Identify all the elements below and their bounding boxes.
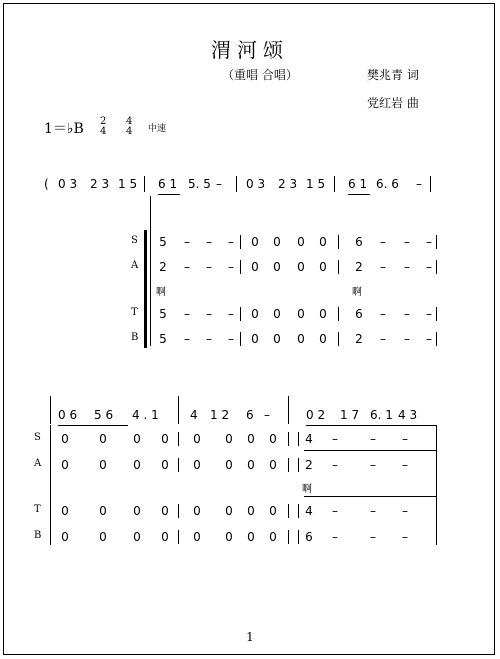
meter-4-4	[126, 117, 132, 137]
note-T: –	[184, 307, 190, 321]
note-T: 0	[193, 504, 201, 518]
lyricist-credit: 樊兆青 词	[367, 68, 419, 82]
note-S: –	[426, 235, 432, 249]
top-note: 1 7	[340, 408, 360, 422]
note-A: 0	[61, 458, 69, 472]
note-T: 0	[273, 307, 281, 321]
note-A: –	[206, 260, 212, 274]
note-S: 0	[297, 235, 305, 249]
note-B: 0	[61, 530, 69, 544]
barline	[288, 458, 289, 472]
note-A: 0	[297, 260, 305, 274]
note-A: 0	[133, 458, 141, 472]
barline	[240, 260, 241, 274]
note-S: 0	[133, 432, 141, 446]
system1-bracket	[144, 230, 147, 348]
note-S: 6	[355, 235, 363, 249]
note-T: –	[426, 307, 432, 321]
note-B: 0	[319, 332, 327, 346]
note-T: 0	[61, 504, 69, 518]
note-S: 0	[247, 432, 255, 446]
barline	[436, 332, 437, 346]
barline	[298, 432, 299, 446]
barline	[436, 307, 437, 321]
subtitle: （重唱 合唱）	[222, 68, 298, 82]
top-note: 5 6	[94, 408, 114, 422]
composer-credit: 党红岩 曲	[367, 96, 419, 110]
note-S: –	[228, 235, 234, 249]
note-T: –	[228, 307, 234, 321]
voice-label-B: B	[34, 530, 42, 541]
meter1-den: 4	[100, 126, 107, 137]
note-B: 0	[225, 530, 233, 544]
top-note: 1 2	[210, 408, 230, 422]
note-A: 0	[273, 260, 281, 274]
underline	[348, 194, 370, 195]
intro-note: 1 5	[306, 177, 326, 191]
note-A: –	[402, 458, 408, 472]
intro-note: –	[416, 177, 422, 191]
lyric: 啊	[352, 287, 362, 298]
note-A: 2	[355, 260, 363, 274]
barline	[240, 235, 241, 249]
page-number: 1	[246, 630, 254, 644]
intro-note: 6 1	[348, 177, 368, 191]
voice-label-A: A	[131, 260, 139, 271]
barline	[178, 432, 179, 446]
note-T: 0	[319, 307, 327, 321]
note-B: –	[228, 332, 234, 346]
note-B: 0	[297, 332, 305, 346]
note-B: 0	[247, 530, 255, 544]
note-B: 0	[133, 530, 141, 544]
note-S: 0	[61, 432, 69, 446]
note-T: 0	[161, 504, 169, 518]
underline	[158, 194, 180, 195]
barline	[334, 176, 335, 192]
barline	[240, 332, 241, 346]
intro-note: 0 3	[58, 177, 78, 191]
note-B: 0	[251, 332, 259, 346]
meter2-num: 4	[126, 116, 133, 127]
note-T: 0	[269, 504, 277, 518]
note-B: 0	[161, 530, 169, 544]
note-S: 0	[161, 432, 169, 446]
note-B: 0	[193, 530, 201, 544]
barline	[178, 458, 179, 472]
note-A: –	[426, 260, 432, 274]
tie-line	[304, 496, 436, 497]
note-T: –	[404, 307, 410, 321]
barline	[338, 307, 339, 321]
note-A: 0	[247, 458, 255, 472]
note-S: –	[370, 432, 376, 446]
note-A: 0	[99, 458, 107, 472]
meter2-den: 4	[126, 126, 133, 137]
barline	[430, 176, 431, 192]
note-A: –	[228, 260, 234, 274]
note-T: 4	[305, 504, 313, 518]
voice-label-S: S	[131, 235, 138, 246]
system2-line	[50, 425, 51, 545]
note-B: –	[404, 332, 410, 346]
voice-label-T: T	[131, 307, 138, 318]
note-A: –	[332, 458, 338, 472]
top-note: 4	[190, 408, 198, 422]
barline	[298, 458, 299, 472]
tempo-marking: 中速	[148, 124, 167, 134]
barline	[178, 504, 179, 518]
note-A: –	[380, 260, 386, 274]
intro-note: (	[44, 177, 49, 191]
intro-note: 0 3	[246, 177, 266, 191]
note-B: –	[370, 530, 376, 544]
note-S: 0	[273, 235, 281, 249]
intro-note: 2 3	[90, 177, 110, 191]
voice-label-B: B	[131, 332, 139, 343]
note-B: –	[380, 332, 386, 346]
note-B: –	[402, 530, 408, 544]
note-B: –	[426, 332, 432, 346]
barline	[288, 504, 289, 518]
note-S: –	[332, 432, 338, 446]
note-S: 4	[305, 432, 313, 446]
barline	[288, 396, 289, 424]
lyric: 啊	[156, 287, 166, 298]
barline	[144, 176, 145, 192]
note-T: –	[332, 504, 338, 518]
note-B: 2	[355, 332, 363, 346]
barline	[436, 260, 437, 274]
key-signature: 1＝♭B	[44, 121, 84, 137]
note-T: –	[402, 504, 408, 518]
barline	[236, 176, 237, 192]
note-A: 0	[319, 260, 327, 274]
note-B: 0	[269, 530, 277, 544]
top-note: 4 3	[398, 408, 418, 422]
page-frame	[3, 3, 495, 655]
note-A: 0	[193, 458, 201, 472]
barline	[288, 432, 289, 446]
note-T: –	[206, 307, 212, 321]
barline	[288, 530, 289, 544]
system1-line	[150, 196, 151, 346]
note-S: 0	[251, 235, 259, 249]
barline	[178, 530, 179, 544]
note-B: 6	[305, 530, 313, 544]
intro-note: –	[216, 177, 222, 191]
barline	[338, 332, 339, 346]
note-A: –	[404, 260, 410, 274]
intro-note: 6 1	[158, 177, 178, 191]
top-note: 6	[246, 408, 254, 422]
note-S: 0	[319, 235, 327, 249]
note-T: 0	[247, 504, 255, 518]
underline	[306, 425, 436, 426]
lyric: 啊	[302, 484, 312, 495]
note-B: –	[184, 332, 190, 346]
intro-note: 6. 6	[376, 177, 399, 191]
voice-label-T: T	[34, 504, 41, 515]
note-A: 0	[269, 458, 277, 472]
barline	[298, 530, 299, 544]
note-A: 0	[251, 260, 259, 274]
top-note: –	[264, 408, 270, 422]
note-B: –	[332, 530, 338, 544]
voice-label-S: S	[34, 432, 41, 443]
note-T: 0	[133, 504, 141, 518]
intro-note: 2 3	[278, 177, 298, 191]
top-note: 6. 1	[370, 408, 393, 422]
note-B: 5	[159, 332, 167, 346]
note-T: 0	[225, 504, 233, 518]
note-A: 0	[225, 458, 233, 472]
barline	[240, 307, 241, 321]
note-A: –	[184, 260, 190, 274]
voice-label-A: A	[34, 458, 42, 469]
note-T: –	[370, 504, 376, 518]
barline	[178, 396, 179, 424]
underline	[58, 425, 128, 426]
barline	[436, 235, 437, 249]
note-T: 5	[159, 307, 167, 321]
note-B: 0	[273, 332, 281, 346]
note-T: 0	[99, 504, 107, 518]
note-A: 2	[159, 260, 167, 274]
song-title: 渭河颂	[211, 38, 289, 62]
note-B: 0	[99, 530, 107, 544]
note-B: –	[206, 332, 212, 346]
note-T: 0	[251, 307, 259, 321]
top-note: 0 6	[58, 408, 78, 422]
note-A: 0	[161, 458, 169, 472]
note-S: –	[402, 432, 408, 446]
intro-note: 1 5	[118, 177, 138, 191]
note-A: –	[370, 458, 376, 472]
note-S: 0	[193, 432, 201, 446]
intro-note: 5. 5	[188, 177, 211, 191]
note-T: 0	[297, 307, 305, 321]
system2-right	[436, 425, 437, 545]
barline	[338, 235, 339, 249]
top-note: 4 . 1	[132, 408, 159, 422]
note-S: –	[184, 235, 190, 249]
tie-line	[304, 450, 436, 451]
note-S: 0	[99, 432, 107, 446]
note-A: 2	[305, 458, 313, 472]
note-S: –	[206, 235, 212, 249]
note-S: –	[380, 235, 386, 249]
note-T: –	[380, 307, 386, 321]
note-S: –	[404, 235, 410, 249]
barline	[50, 396, 51, 424]
note-S: 0	[269, 432, 277, 446]
note-S: 0	[225, 432, 233, 446]
meter-2-4	[100, 117, 106, 137]
note-T: 6	[355, 307, 363, 321]
meter1-num: 2	[100, 116, 107, 127]
top-note: 0 2	[306, 408, 326, 422]
barline	[298, 504, 299, 518]
note-S: 5	[159, 235, 167, 249]
barline	[338, 260, 339, 274]
